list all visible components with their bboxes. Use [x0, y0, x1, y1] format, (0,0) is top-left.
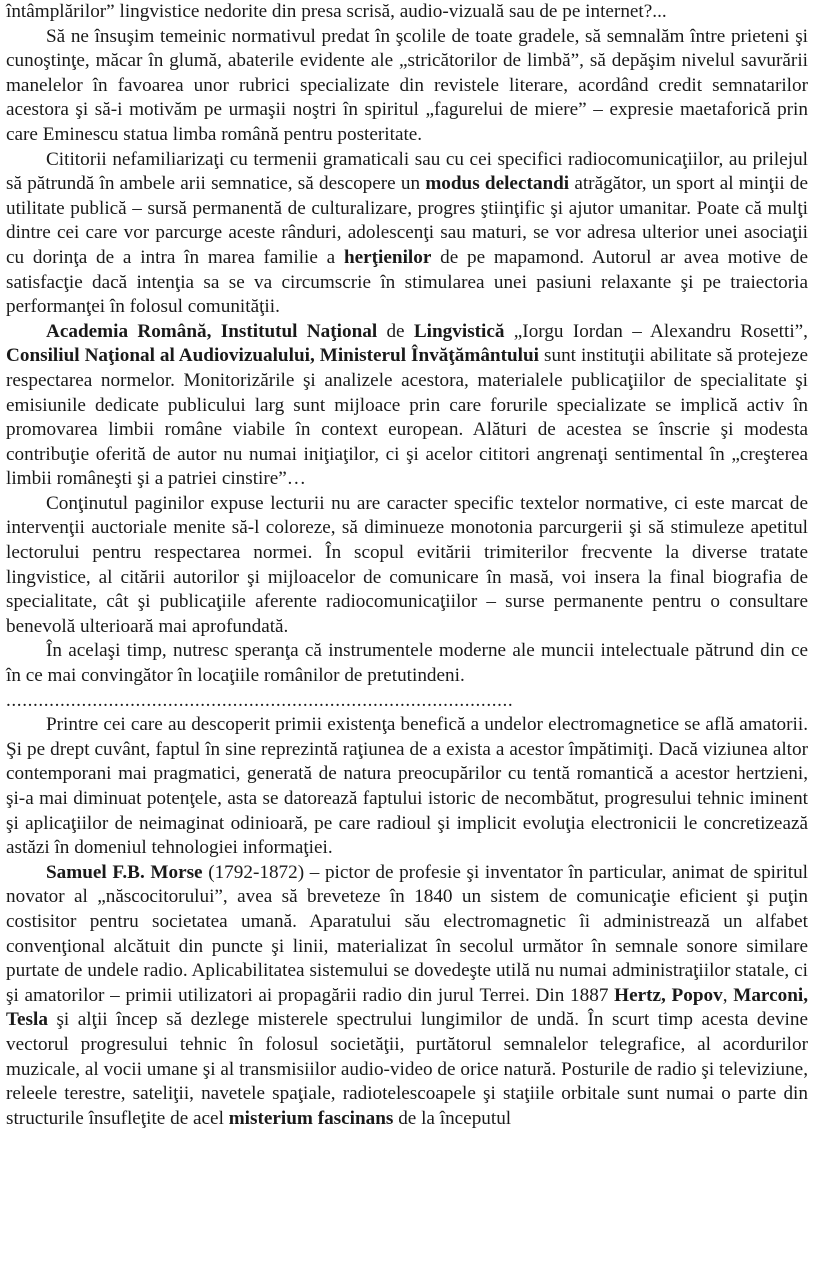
paragraph: [6, 492, 808, 640]
body-text-part-2: [6, 713, 808, 1131]
bold-term: modus delectandi: [425, 173, 570, 195]
text-run: (1792-1872) – pictor de profesie şi inventator în particular, animat de spiritul novator al „născocitorului”, avea să breveteze în 1840 un sistem de comunicaţie eficient şi puţin costisitor pentru societatea umană. Aparatului său electromagnetic îi administrează un alfabet convenţional alcătuit din puncte şi linii, materializat în secolul următor în semnale sonore similare purtate de undele radio. Aplicabilitatea sistemului se dovedeşte utilă nu numai administraţiilor statale, ci şi amatorilor – primii utilizatori ai propagării radio din jurul Terrei. Din 1887: [6, 861, 808, 1006]
text-run: de la începutul: [393, 1107, 512, 1129]
text-run: ,: [722, 984, 734, 1006]
text-run: atrăgător, un sport al minţii de utilitate publică – sursă permanentă de culturalizare, progres ştiinţific şi ajutor umanitar. Poate că mulţi dintre cei care vor parcurge aceste rânduri, adolescenţi sau maturi, se vor adresa ulterior unei asociaţii cu dorinţa de a intra în marea familie a: [6, 173, 808, 268]
text-run: şi alţii încep să dezlege misterele spectrului lungimilor de undă. În scurt timp acesta devine vectorul progresului tehnic în folosul societăţii, purtătorul semnalelor telegrafice, al acordurilor muzicale, al vocii umane şi al transmisiilor audio-video de orice natură. Posturile de radio şi televiziune, releele terestre, sateliţii, navetele spaţiale, radiotelescoapele şi staţiile orbitale sunt numai o parte din structurile însufleţite de acel: [6, 1009, 808, 1129]
text-run: „Iorgu Iordan – Alexandru Rosetti”,: [504, 320, 808, 342]
bold-term: Marconi, Tesla: [6, 984, 809, 1031]
bold-term: Consiliul Naţional al Audiovizualului, Ministerul Învăţământului: [6, 345, 540, 367]
bold-term: herţienilor: [343, 246, 432, 268]
paragraph: [6, 320, 808, 492]
paragraph: [6, 25, 808, 148]
text-run: de pe mapamond. Autorul ar avea motive de satisfacţie dacă intenţia sa se va circumscrie în stimularea unei pasiuni relaxante şi pe traiectoria performanţei în folosul comunităţii.: [6, 246, 808, 318]
text-run: Cititorii nefamiliarizaţi cu termenii gramaticali sau cu cei specifici radiocomunicaţiilor, au prilejul să pătrundă în ambele arii semnatice, să descopere un: [6, 148, 808, 195]
text-run: de: [377, 320, 414, 342]
paragraph: [6, 639, 808, 688]
paragraph: [6, 713, 808, 861]
text-run: Conţinutul paginilor expuse lecturii nu are caracter specific textelor normative, ci este marcat de intervenţii auctoriale menite să-l coloreze, să diminueze monotonia parcurgerii şi să stimuleze apetitul lectorului pentru respectarea normei. În scopul evitării trimiterilor frecvente la diverse tratate lingvistice, al citării autorilor şi mijloacelor de comunicare în masă, voi insera la final biografia de specialitate, cât şi publicaţiile aferente radiocomunicaţiilor – surse permanente pentru o consultare benevolă ulterioară mai aprofundată.: [6, 492, 808, 637]
text-run: Să ne însuşim temeinic normativul predat în şcolile de toate gradele, să semnalăm între prieteni şi cunoştinţe, măcar în glumă, abaterile evidente ale „stricătorilor de limbă”, să depăşim nivelul savurării manelelor în favoarea unor rubrici specializate din revistele literare, acordând credit semnatarilor acestora şi să-i motivăm pe urmaşii noştri în spiritul „fagurelui de miere” – expresie maetaforică prin care Eminescu statua limba română pentru posteritate.: [6, 25, 808, 145]
bold-term: misterium fascinans: [228, 1107, 394, 1129]
bold-term: Lingvistică: [413, 320, 505, 342]
text-run: Printre cei care au descoperit primii existenţa benefică a undelor electromagnetice se află amatorii. Şi pe drept cuvânt, faptul în sine reprezintă raţiunea de a exista a acestor împătimiţi. Dacă viziunea altor contemporani mai pragmatici, generată de natura preocupărilor cu tentă romantică a acestor hertzieni, şi-a mai diminuat potenţele, asta se datorează faptului istoric de necombătut, progresului tehnic iminent şi aplicaţiilor de neimaginat odinioară, pe care radioul şi implicit evoluţia electronicii le concretizează astăzi în domeniul tehnologiei informaţiei.: [6, 714, 808, 859]
text-run: sunt instituţii abilitate să protejeze respectarea normelor. Monitorizările şi analizele acestora, materialele publicaţiilor de specialitate şi emisiunile dedicate publicului larg sunt mijloace prin care forurile specializate se implică activ în promovarea limbii române viabile în context european. Alături de acestea se înscrie şi modesta contribuţie oferită de autor nu numai iniţiaţilor, ci şi acelor cititori angrenaţi sentimental în „creşterea limbii româneşti şi a patriei cinstire”…: [6, 345, 809, 490]
bold-term: Samuel F.B. Morse: [46, 861, 203, 883]
paragraph: [6, 148, 808, 320]
bold-term: Hertz, Popov: [614, 984, 723, 1006]
text-run: În acelaşi timp, nutresc speranţa că instrumentele moderne ale muncii intelectuale pătrund din ce în ce mai convingător în locaţiile românilor de pretutindeni.: [6, 640, 808, 687]
paragraph: [6, 0, 808, 25]
section-separator: ..............................................................................................: [6, 689, 514, 711]
body-text-part-1: [6, 0, 808, 689]
bold-term: Academia Română, Institutul Naţional: [46, 320, 378, 342]
text-run: întâmplărilor” lingvistice nedorite din presa scrisă, audio-vizuală sau de pe internet?...: [6, 1, 667, 22]
paragraph: [6, 861, 808, 1132]
